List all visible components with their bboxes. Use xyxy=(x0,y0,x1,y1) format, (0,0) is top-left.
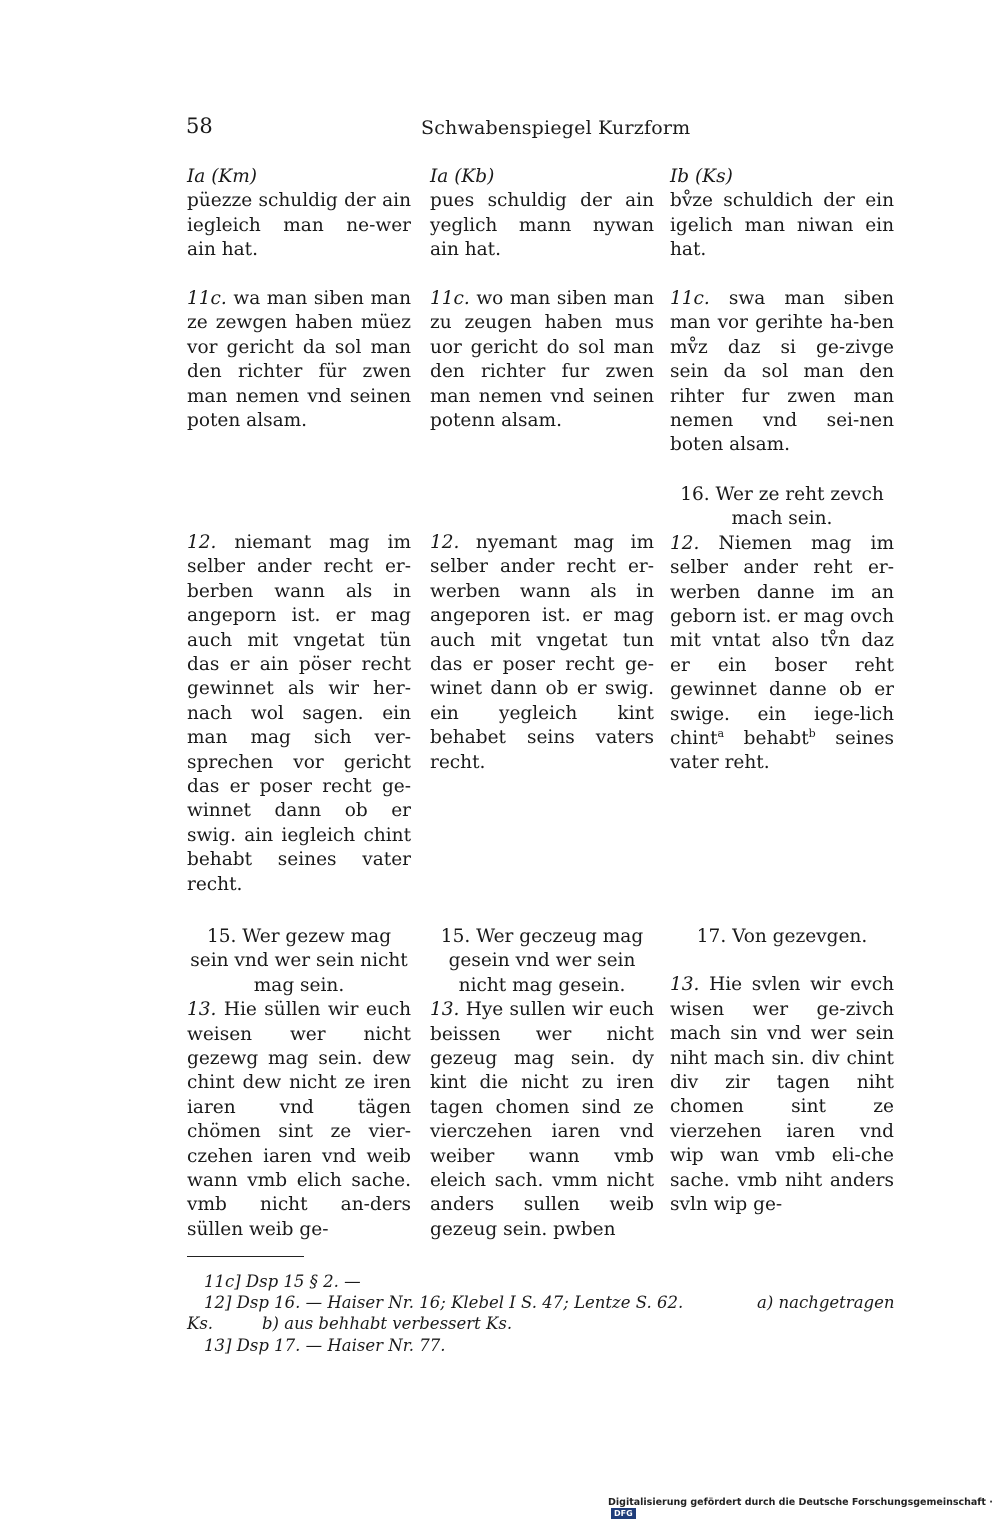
continuation-text: püezze schuldig der ain iegleich man ne-wer ain hat. xyxy=(187,190,411,261)
footnote-12-b: b) aus behhabt verbessert Ks. xyxy=(262,1314,513,1333)
section-13 xyxy=(430,925,654,1242)
section-number: 11c. xyxy=(670,288,710,309)
section-heading: 17. Von gezevgen. xyxy=(696,926,868,947)
section-heading: 15. Wer gezew mag sein vnd wer sein nicht mag sein. xyxy=(190,926,408,996)
section-text: wo man siben man zu zeugen haben mus uor gericht do sol man den richter fur zwen man nemen vnd seinen potenn alsam. xyxy=(430,288,654,432)
siglum: Ia (Km) xyxy=(187,166,258,187)
section-12 xyxy=(430,531,654,775)
section-text: nyemant mag im selber ander recht er-werben wann als in angeporen ist. er mag auch mit vngetat tun das er poser recht ge-winet dann ob er swig. ein yegleich kint behabet seins vaters recht. xyxy=(430,532,654,773)
section-number: 12. xyxy=(670,532,700,554)
section-heading: 16. Wer ze reht zevch mach sein. xyxy=(680,484,884,530)
siglum: Ia (Kb) xyxy=(430,166,495,187)
section-text: wa man siben man ze zewgen haben müez vor gericht da sol man den richter für zwen man nemen vnd seinen poten alsam. xyxy=(187,288,411,432)
footnote-12: 12] Dsp 16. — Haiser Nr. 16; Klebel I S. 47; Lentze S. 62. xyxy=(204,1293,684,1312)
column-ks-top xyxy=(670,165,894,263)
dfg-logo: DFG xyxy=(611,1508,636,1519)
footnote-marker-b: b xyxy=(808,726,816,740)
column-km-top xyxy=(187,165,411,263)
footnote-13: 13] Dsp 17. — Haiser Nr. 77. xyxy=(204,1336,446,1355)
footnote-12-a-cont: Ks. xyxy=(187,1314,214,1333)
section-text: Niemen mag im selber ander reht er-werben danne im an geborn ist. er mag ovch mit vntat also tv̊n daz er ein boser reht gewinnet danne ob er swige. ein iege-lich chint xyxy=(670,532,894,750)
section-number: 13. xyxy=(670,974,700,996)
column-kb-top xyxy=(430,165,654,263)
continuation-text: bv̊ze schuldich der ein igelich man niwan ein hat. xyxy=(670,190,894,261)
funding-footer xyxy=(608,1497,1000,1519)
section-text: Hie svlen wir evch wisen wer ge-zivch mach sin vnd wer sein niht mach sin. div chint div zir tagen niht chomen sint ze vierzehen iaren vnd wip wan vmb eli-che sache. vmb niht anders svln wip ge- xyxy=(670,974,894,1216)
section-12 xyxy=(670,483,894,776)
siglum: Ib (Ks) xyxy=(670,166,733,187)
page-number: 58 xyxy=(186,114,213,138)
footnote-12-a: a) nachgetragen xyxy=(757,1293,895,1312)
footnote-divider xyxy=(187,1256,304,1257)
section-number: 13. xyxy=(430,999,460,1021)
section-13 xyxy=(670,925,894,1217)
section-number: 13. xyxy=(187,999,217,1021)
section-text: swa man siben man vor gerihte ha-ben mv̊z daz si ge-zivge sein da sol man den rihter fur zwen man nemen vnd sei-nen boten alsam. xyxy=(670,288,894,456)
section-number: 11c. xyxy=(430,288,470,309)
section-text: seines vater reht. xyxy=(670,728,894,774)
section-12 xyxy=(187,531,411,897)
section-number: 12. xyxy=(187,532,217,553)
section-13 xyxy=(187,925,411,1242)
continuation-text: pues schuldig der ain yeglich mann nywan ain hat. xyxy=(430,190,654,261)
section-heading: 15. Wer geczeug mag gesein vnd wer sein nicht mag gesein. xyxy=(440,926,644,996)
section-text: Hye sullen wir euch beissen wer nicht gezeug mag sein. dy kint die nicht zu iren tagen chomen sind ze vierczehen iaren vnd weiber wann vmb eleich sach. vmm nicht anders sullen weib gezeug sein. pwben xyxy=(430,999,654,1240)
funding-text: Digitalisierung gefördert durch die Deutsche Forschungsgemeinschaft · xyxy=(608,1497,993,1508)
section-11c xyxy=(187,287,411,433)
section-text: behabt xyxy=(724,728,809,750)
section-number: 11c. xyxy=(187,288,227,309)
footnote-11c: 11c] Dsp 15 § 2. — xyxy=(204,1272,361,1291)
section-11c xyxy=(430,287,654,433)
section-text: niemant mag im selber ander recht er-berben wann als in angeporn ist. er mag auch mit vngetat tün das er ain pöser recht gewinnet als wir her-nach wol sagen. ein man mag sich ver-sprechen vor gericht das er poser recht ge-winnet dann ob er swig. ain iegleich chint behabt seines vater recht. xyxy=(187,532,411,895)
footnote-marker-a: a xyxy=(717,726,725,740)
section-number: 12. xyxy=(430,532,460,553)
running-title: Schwabenspiegel Kurzform xyxy=(421,117,691,139)
section-11c xyxy=(670,287,894,458)
section-text: Hie süllen wir euch weisen wer nicht gezewg mag sein. dew chint dew nicht ze iren iaren vnd tägen chömen sint ze vier-czehen iaren vnd weib wann vmb elich sache. vmb nicht an-ders süllen weib ge- xyxy=(187,999,411,1240)
